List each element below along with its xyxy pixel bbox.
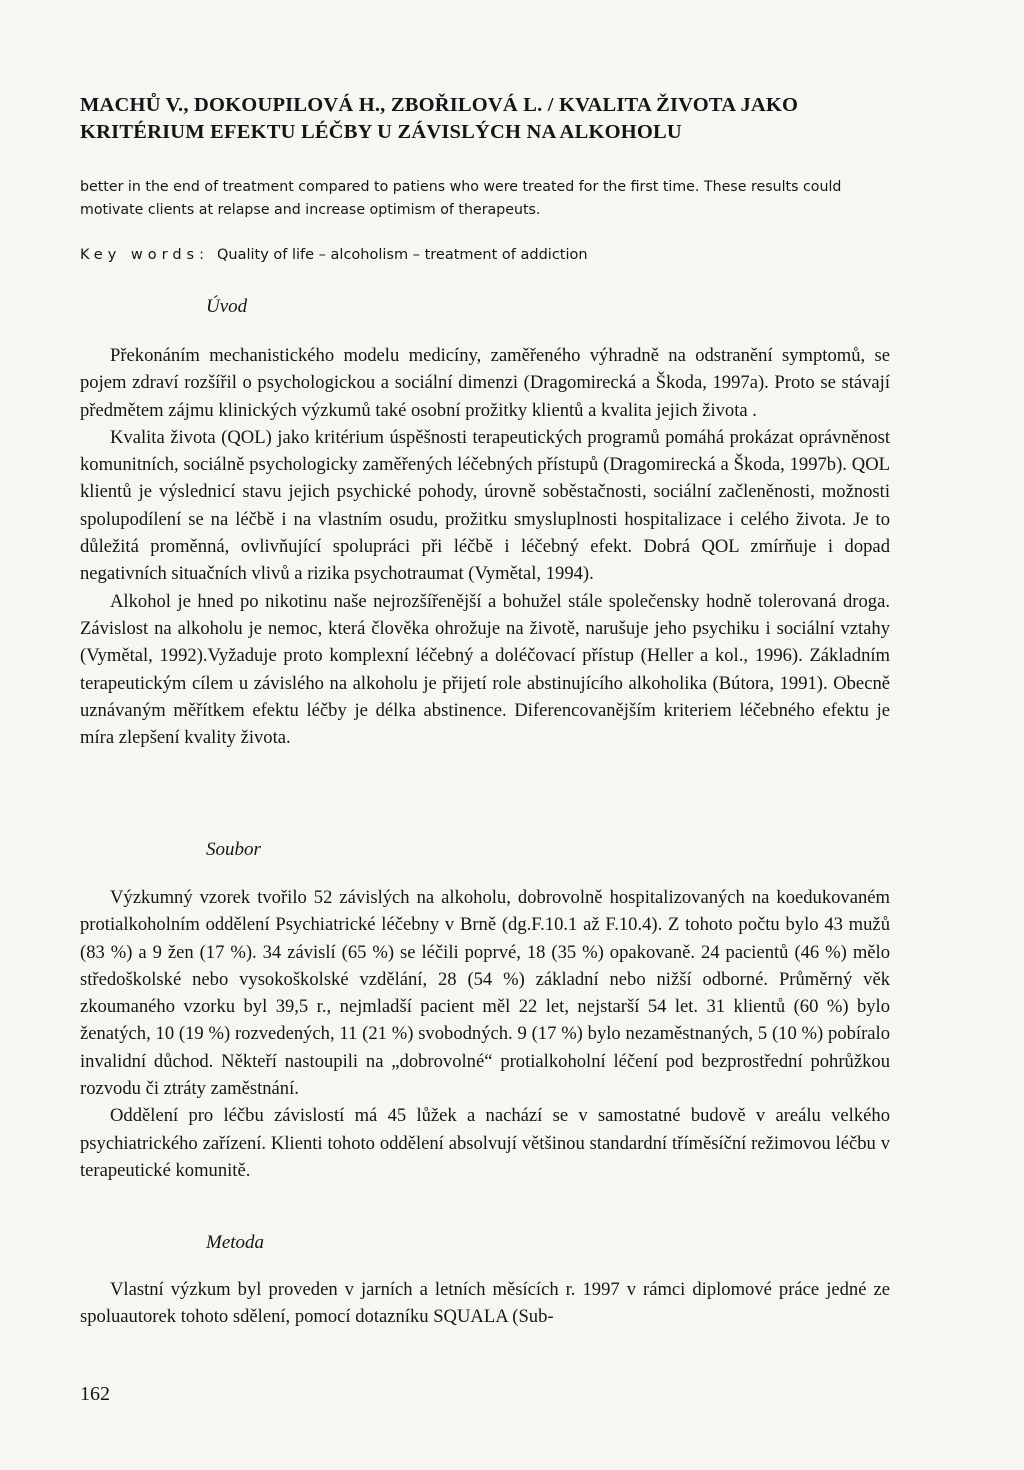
section-uvod <box>80 342 890 751</box>
paragraph: Překonáním mechanistického modelu medicíny, zaměřeného výhradně na odstranění symptomů, se pojem zdraví rozšířil o psychologickou a sociální dimenzi (Dragomirecká a Škoda, 1997a). Proto se stávají předmětem zájmu klinických výzkumů také osobní prožitky klientů a kvalita jejich života . <box>80 345 890 421</box>
paragraph: Oddělení pro léčbu závislostí má 45 lůžek a nachází se v samostatné budově v areálu velkého psychiatrického zařízení. Klienti tohoto oddělení absolvují většinou standardní tříměsíční režimovou léčbu v terapeutické komunitě. <box>80 1105 890 1181</box>
keywords-label: Key words: <box>80 247 209 263</box>
section-soubor <box>80 884 890 1184</box>
running-head-line-1: MACHŮ V., DOKOUPILOVÁ H., ZBOŘILOVÁ L. / KVALITA ŽIVOTA JAKO <box>80 94 799 116</box>
running-head <box>80 92 940 146</box>
keywords <box>80 243 895 267</box>
running-head-line-2: KRITÉRIUM EFEKTU LÉČBY U ZÁVISLÝCH NA ALKOHOLU <box>80 121 682 143</box>
paragraph: Vlastní výzkum byl proveden v jarních a letních měsících r. 1997 v rámci diplomové práce jedné ze spoluautorek tohoto sdělení, pomocí dotazníku SQUALA (Sub- <box>80 1279 890 1328</box>
keywords-list: Quality of life – alcoholism – treatment of addiction <box>216 247 588 263</box>
section-metoda <box>80 1276 890 1331</box>
paragraph: Alkohol je hned po nikotinu naše nejrozšířenější a bohužel stále společensky hodně tolerovaná droga. Závislost na alkoholu je nemoc, která člověka ohrožuje na životě, narušuje jeho psychiku i sociální vztahy (Vymětal, 1992).Vyžaduje proto komplexní léčebný a doléčovací přístup (Heller a kol., 1996). Základním terapeutickým cílem u závislého na alkoholu je přijetí role abstinujícího alkoholika (Bútora, 1991). Obecně uznávaným měřítkem efektu léčby je délka abstinence. Diferencovanějším kriteriem léčebného efektu je míra zlepšení kvality života. <box>80 590 890 749</box>
section-heading-soubor: Soubor <box>206 839 261 860</box>
paragraph: Kvalita života (QOL) jako kritérium úspěšnosti terapeutických programů pomáhá prokázat oprávněnost komunitních, sociálně psychologicky zaměřených léčebných přístupů (Dragomirecká a Škoda, 1997b). QOL klientů je výslednicí stavu jejich psychické pohody, úrovně soběstačnosti, sociální začleněnosti, možnosti spolupodílení se na léčbě i na vlastním osudu, prožitku smysluplnosti hospitalizace i celého života. Je to důležitá proměnná, ovlivňující spolupráci při léčbě i léčebný efekt. Dobrá QOL zmírňuje i dopad negativních situačních vlivů a rizika psychotraumat (Vymětal, 1994). <box>80 426 890 585</box>
page-number: 162 <box>80 1383 110 1405</box>
section-heading-uvod: Úvod <box>206 296 248 317</box>
paragraph: Výzkumný vzorek tvořilo 52 závislých na alkoholu, dobrovolně hospitalizovaných na koedukovaném protialkoholním oddělení Psychiatrické léčebny v Brně (dg.F.10.1 až F.10.4). Z tohoto počtu bylo 43 mužů (83 %) a 9 žen (17 %). 34 závislí (65 %) se léčili poprvé, 18 (35 %) opakovaně. 24 pacientů (46 %) mělo středoškolské nebo vysokoškolské vzdělání, 28 (54 %) základní nebo nižší odborné. Průměrný věk zkoumaného vzorku byl 39,5 r., nejmladší pacient měl 22 let, nejstarší 54 let. 31 klientů (60 %) bylo ženatých, 10 (19 %) rozvedených, 11 (21 %) svobodných. 9 (17 %) bylo nezaměstnaných, 5 (10 %) pobíralo invalidní důchod. Někteří nastoupili na „dobrovolné“ protialkoholní léčení pod bezprostřední pohrůžkou rozvodu či ztráty zaměstnání. <box>80 887 890 1100</box>
section-heading-metoda: Metoda <box>206 1232 265 1253</box>
abstract-text: better in the end of treatment compared to patiens who were treated for the first time. These results could motivate clients at relapse and increase optimism of therapeuts. <box>80 179 842 218</box>
